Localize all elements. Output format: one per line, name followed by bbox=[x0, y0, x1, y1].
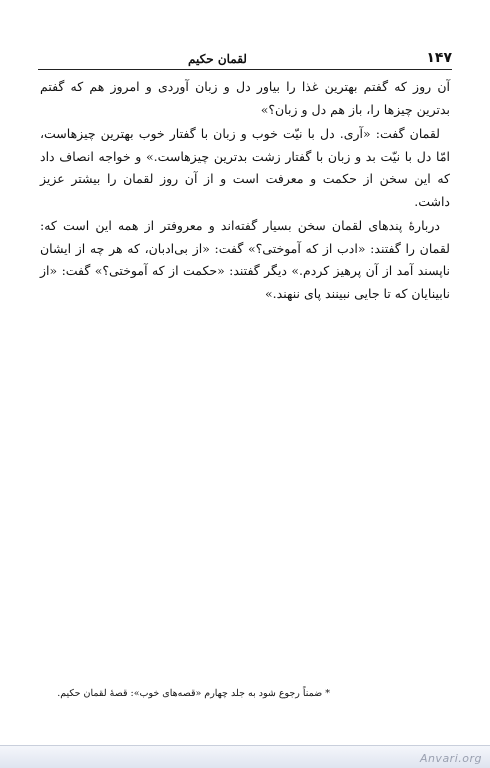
page-number: ۱۴۷ bbox=[426, 50, 452, 66]
footnote: * ضمناً رجوع شود به جلد چهارم «قصه‌های خوب»: قصهٔ لقمان حکیم. bbox=[57, 688, 330, 699]
paragraph: آن روز که گفتم بهترین غذا را بیاور دل و زبان آوردی و امروز هم که گفتم بدترین چیزها را، باز هم دل و زبان؟» bbox=[40, 79, 450, 117]
body-text bbox=[40, 76, 450, 307]
paragraph: لقمان گفت: «آری. دل با نیّت خوب و زبان با گفتار خوب بهترین چیزهاست، امّا دل با نیّت بد و زبان با گفتار زشت بدترین چیزهاست.» و خواجه انصاف داد که این سخن از حکمت و معرفت است و از آن روز لقمان را بیشتر عزیز داشت. bbox=[40, 126, 450, 209]
paragraph: دربارهٔ پندهای لقمان سخن بسیار گفته‌اند و معروفتر از همه این است که: لقمان را گفتند: «ادب از که آموختی؟» گفت: «از بی‌ادبان، که هر چه از ایشان ناپسند آمد از آن پرهیز کردم.» دیگر گفتند: «حکمت از که آموختی؟» گفت: «از نابینایان که تا جایی نبینند پای ننهند.» bbox=[40, 218, 450, 301]
watermark-bar bbox=[0, 745, 490, 768]
page-header bbox=[38, 46, 452, 70]
running-title: لقمان حکیم bbox=[188, 52, 247, 66]
watermark-text: Anvari.org bbox=[419, 752, 482, 765]
